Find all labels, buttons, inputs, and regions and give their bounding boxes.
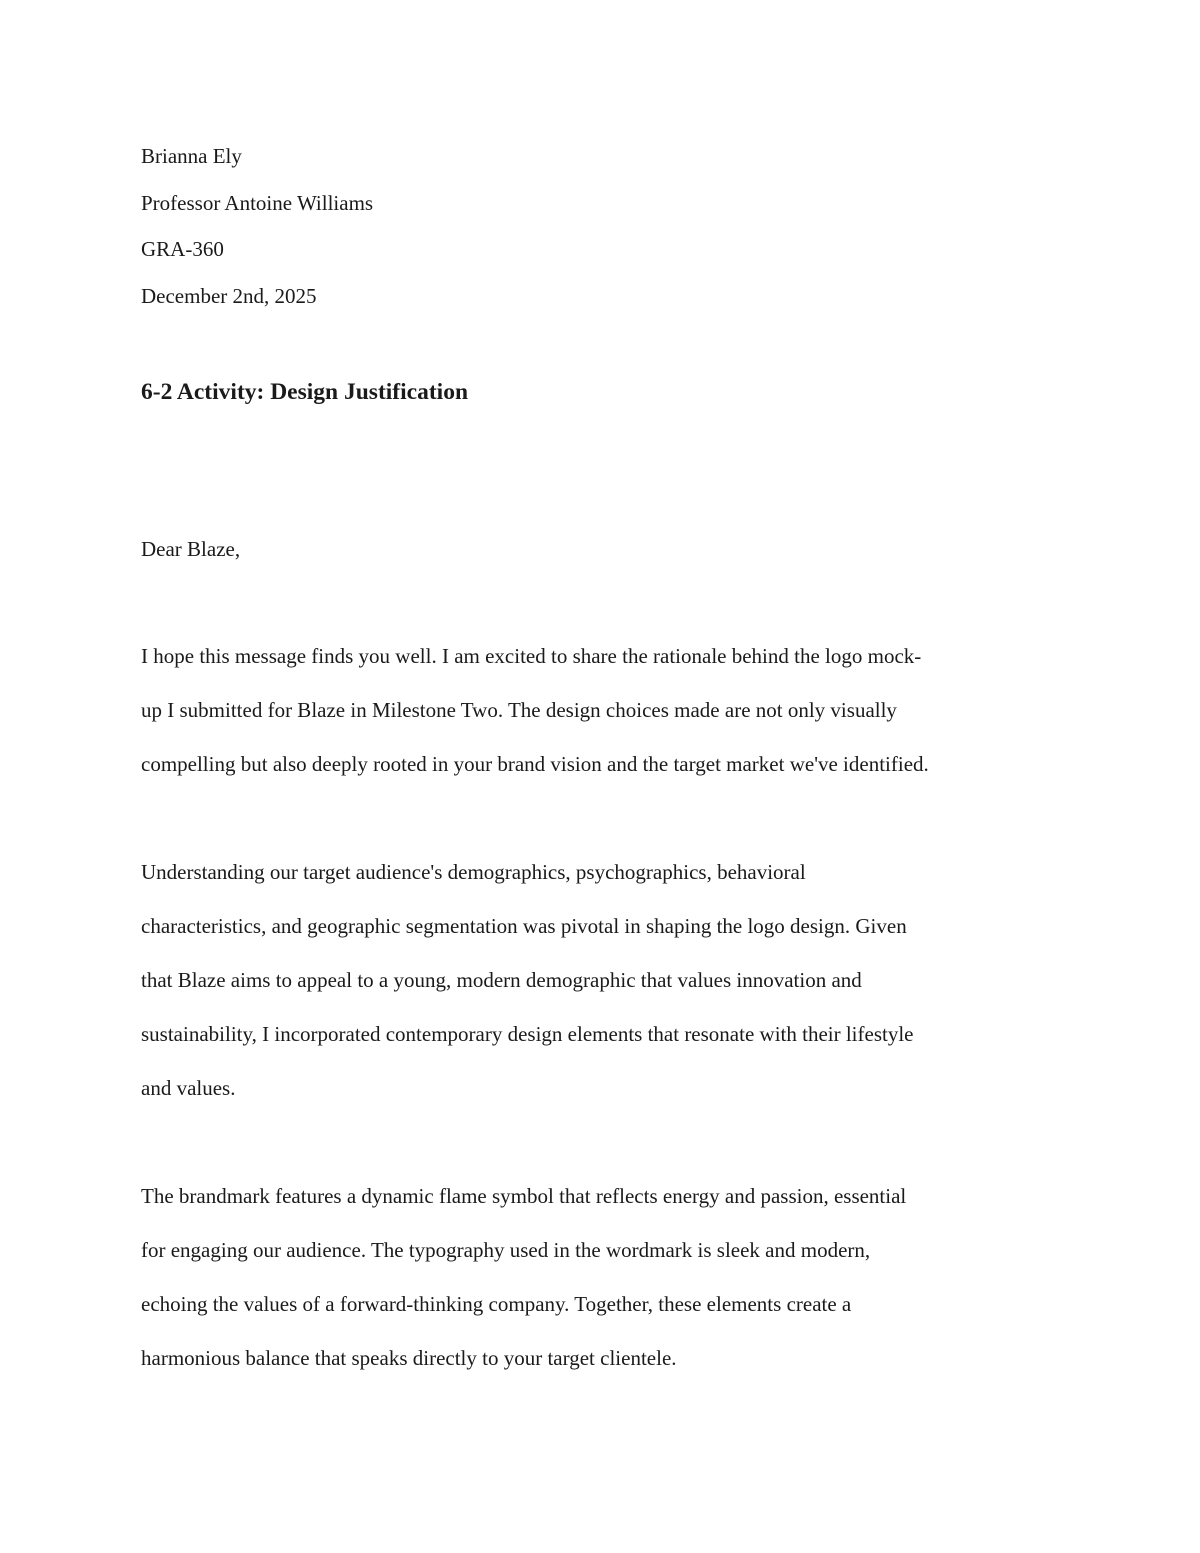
professor-name: Professor Antoine Williams <box>141 191 374 215</box>
paragraph-line: harmonious balance that speaks directly to your target clientele. <box>141 1346 677 1370</box>
document-title: 6-2 Activity: Design Justification <box>141 379 469 405</box>
paragraph-line: echoing the values of a forward-thinking company. Together, these elements create a <box>141 1292 852 1316</box>
salutation: Dear Blaze, <box>141 537 241 561</box>
paragraph-line: up I submitted for Blaze in Milestone Two. The design choices made are not only visually <box>141 698 897 722</box>
paragraph-line: Understanding our target audience's demographics, psychographics, behavioral <box>141 860 806 884</box>
author-name: Brianna Ely <box>141 144 242 168</box>
paragraph-line: that Blaze aims to appeal to a young, modern demographic that values innovation and <box>141 968 862 992</box>
paragraph-line: The brandmark features a dynamic flame symbol that reflects energy and passion, essential <box>141 1184 907 1208</box>
paragraph-line: for engaging our audience. The typography used in the wordmark is sleek and modern, <box>141 1238 871 1262</box>
paragraph-line: I hope this message finds you well. I am excited to share the rationale behind the logo mock- <box>141 644 922 668</box>
paragraph-line: and values. <box>141 1076 236 1100</box>
paragraph-line: sustainability, I incorporated contemporary design elements that resonate with their lifestyle <box>141 1022 914 1046</box>
course-code: GRA-360 <box>141 237 224 261</box>
paragraph-line: compelling but also deeply rooted in your brand vision and the target market we've identified. <box>141 752 929 776</box>
paragraph-line: characteristics, and geographic segmentation was pivotal in shaping the logo design. Given <box>141 914 907 938</box>
document-date: December 2nd, 2025 <box>141 284 317 308</box>
